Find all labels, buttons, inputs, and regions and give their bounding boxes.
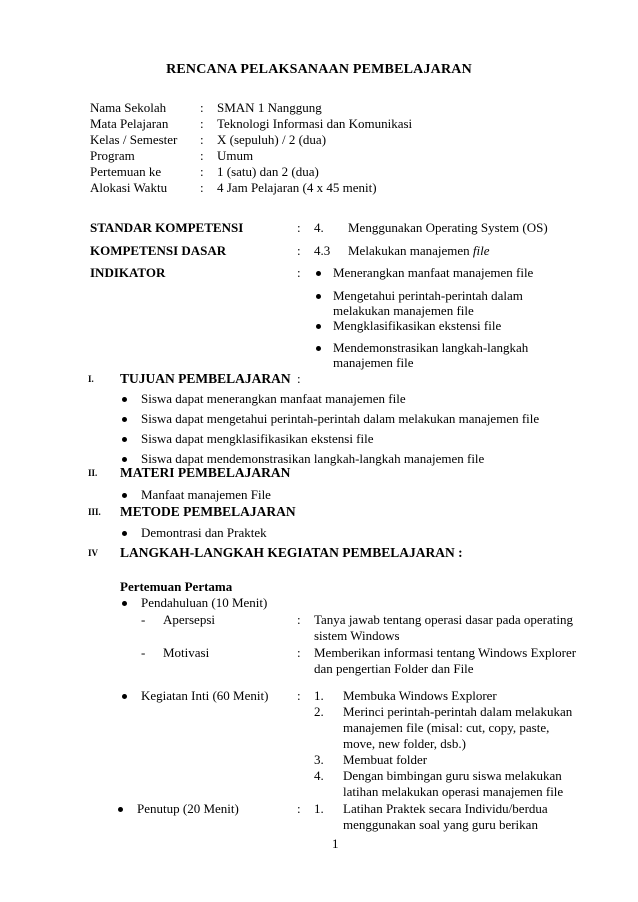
dash-marker: - bbox=[141, 645, 146, 660]
step-number: 3. bbox=[314, 752, 324, 767]
kompetensi-italic: file bbox=[472, 243, 490, 258]
motivasi-colon: : bbox=[297, 645, 301, 660]
section-heading-tujuan: TUJUAN PEMBELAJARAN bbox=[120, 371, 291, 386]
identity-label: Nama Sekolah bbox=[90, 100, 167, 115]
bullet-icon bbox=[316, 294, 321, 299]
section-heading-langkah: LANGKAH-LANGKAH KEGIATAN PEMBELAJARAN : bbox=[120, 545, 463, 560]
section-numeral: II. bbox=[88, 468, 98, 478]
page-number: 1 bbox=[332, 836, 339, 851]
kompetensi-colon: : bbox=[297, 243, 301, 258]
meeting-heading: Pertemuan Pertama bbox=[120, 579, 233, 594]
indikator-item: Mengklasifikasikan ekstensi file bbox=[333, 318, 502, 333]
bullet-icon bbox=[118, 807, 123, 812]
step-text: menggunakan soal yang guru berikan bbox=[343, 817, 538, 832]
identity-value: 4 Jam Pelajaran (4 x 45 menit) bbox=[217, 180, 377, 195]
tujuan-item: Siswa dapat mendemonstrasikan langkah-langkah manajemen file bbox=[141, 451, 485, 466]
bullet-icon bbox=[122, 397, 127, 402]
bullet-icon bbox=[316, 324, 321, 329]
bullet-icon bbox=[122, 417, 127, 422]
apersepsi-text: Tanya jawab tentang operasi dasar pada operating bbox=[314, 612, 573, 627]
inti-label: Kegiatan Inti (60 Menit) bbox=[141, 688, 269, 703]
standar-number: 4. bbox=[314, 220, 324, 235]
indikator-colon: : bbox=[297, 265, 301, 280]
step-number: 4. bbox=[314, 768, 324, 783]
bullet-icon bbox=[122, 457, 127, 462]
identity-value: 1 (satu) dan 2 (dua) bbox=[217, 164, 319, 179]
indikator-item-continued: melakukan manajemen file bbox=[333, 303, 474, 318]
bullet-icon bbox=[122, 694, 127, 699]
step-text: move, new folder, dsb.) bbox=[343, 736, 466, 751]
section-numeral: I. bbox=[88, 374, 94, 384]
dash-marker: - bbox=[141, 612, 146, 627]
motivasi-text: Memberikan informasi tentang Windows Explorer bbox=[314, 645, 577, 660]
bullet-icon bbox=[122, 601, 127, 606]
apersepsi-text: sistem Windows bbox=[314, 628, 400, 643]
identity-value: SMAN 1 Nanggung bbox=[217, 100, 322, 115]
bullet-icon bbox=[122, 531, 127, 536]
identity-value: Teknologi Informasi dan Komunikasi bbox=[217, 116, 413, 131]
tujuan-item: Siswa dapat mengetahui perintah-perintah dalam melakukan manajemen file bbox=[141, 411, 540, 426]
standar-colon: : bbox=[297, 220, 301, 235]
identity-label: Pertemuan ke bbox=[90, 164, 162, 179]
tujuan-colon: : bbox=[297, 371, 301, 386]
step-text: Latihan Praktek secara Individu/berdua bbox=[343, 801, 548, 816]
step-text: Dengan bimbingan guru siswa melakukan bbox=[343, 768, 562, 783]
indikator-label: INDIKATOR bbox=[90, 265, 166, 280]
step-text: Membuat folder bbox=[343, 752, 428, 767]
bullet-icon bbox=[316, 271, 321, 276]
section-numeral: III. bbox=[88, 507, 101, 517]
identity-value: X (sepuluh) / 2 (dua) bbox=[217, 132, 327, 147]
standar-text: Menggunakan Operating System (OS) bbox=[348, 220, 548, 235]
section-numeral: IV bbox=[88, 548, 99, 558]
motivasi-label: Motivasi bbox=[163, 645, 210, 660]
apersepsi-label: Apersepsi bbox=[163, 612, 215, 627]
step-text: latihan melakukan operasi manajemen file bbox=[343, 784, 564, 799]
section-heading-materi: MATERI PEMBELAJARAN bbox=[120, 465, 291, 480]
identity-colon: : bbox=[200, 148, 204, 163]
identity-label: Mata Pelajaran bbox=[90, 116, 169, 131]
identity-label: Alokasi Waktu bbox=[90, 180, 168, 195]
penutup-label: Penutup (20 Menit) bbox=[137, 801, 239, 816]
indikator-item-continued: manajemen file bbox=[333, 355, 414, 370]
bullet-icon bbox=[316, 346, 321, 351]
identity-colon: : bbox=[200, 100, 204, 115]
step-number: 2. bbox=[314, 704, 324, 719]
document-title: RENCANA PELAKSANAAN PEMBELAJARAN bbox=[166, 62, 472, 77]
step-text: Merinci perintah-perintah dalam melakukan bbox=[343, 704, 573, 719]
section-heading-metode: METODE PEMBELAJARAN bbox=[120, 504, 296, 519]
identity-value: Umum bbox=[217, 148, 254, 163]
inti-colon: : bbox=[297, 688, 301, 703]
identity-colon: : bbox=[200, 132, 204, 147]
identity-colon: : bbox=[200, 180, 204, 195]
identity-label: Kelas / Semester bbox=[90, 132, 178, 147]
indikator-item: Mengetahui perintah-perintah dalam bbox=[333, 288, 523, 303]
identity-label: Program bbox=[90, 148, 135, 163]
tujuan-item: Siswa dapat menerangkan manfaat manajemen file bbox=[141, 391, 406, 406]
kompetensi-dasar-label: KOMPETENSI DASAR bbox=[90, 243, 227, 258]
indikator-item: Menerangkan manfaat manajemen file bbox=[333, 265, 534, 280]
motivasi-text: dan pengertian Folder dan File bbox=[314, 661, 474, 676]
penutup-colon: : bbox=[297, 801, 301, 816]
step-text: Membuka Windows Explorer bbox=[343, 688, 497, 703]
pendahuluan-label: Pendahuluan (10 Menit) bbox=[141, 595, 268, 610]
indikator-item: Mendemonstrasikan langkah-langkah bbox=[333, 340, 529, 355]
tujuan-item: Siswa dapat mengklasifikasikan ekstensi file bbox=[141, 431, 374, 446]
step-number: 1. bbox=[314, 801, 324, 816]
apersepsi-colon: : bbox=[297, 612, 301, 627]
materi-item: Manfaat manajemen File bbox=[141, 487, 271, 502]
identity-colon: : bbox=[200, 164, 204, 179]
standar-kompetensi-label: STANDAR KOMPETENSI bbox=[90, 220, 244, 235]
bullet-icon bbox=[122, 493, 127, 498]
identity-colon: : bbox=[200, 116, 204, 131]
kompetensi-text: Melakukan manajemen file bbox=[348, 243, 490, 258]
bullet-icon bbox=[122, 437, 127, 442]
metode-item: Demontrasi dan Praktek bbox=[141, 525, 267, 540]
kompetensi-number: 4.3 bbox=[314, 243, 331, 258]
step-text: manajemen file (misal: cut, copy, paste, bbox=[343, 720, 550, 735]
step-number: 1. bbox=[314, 688, 324, 703]
